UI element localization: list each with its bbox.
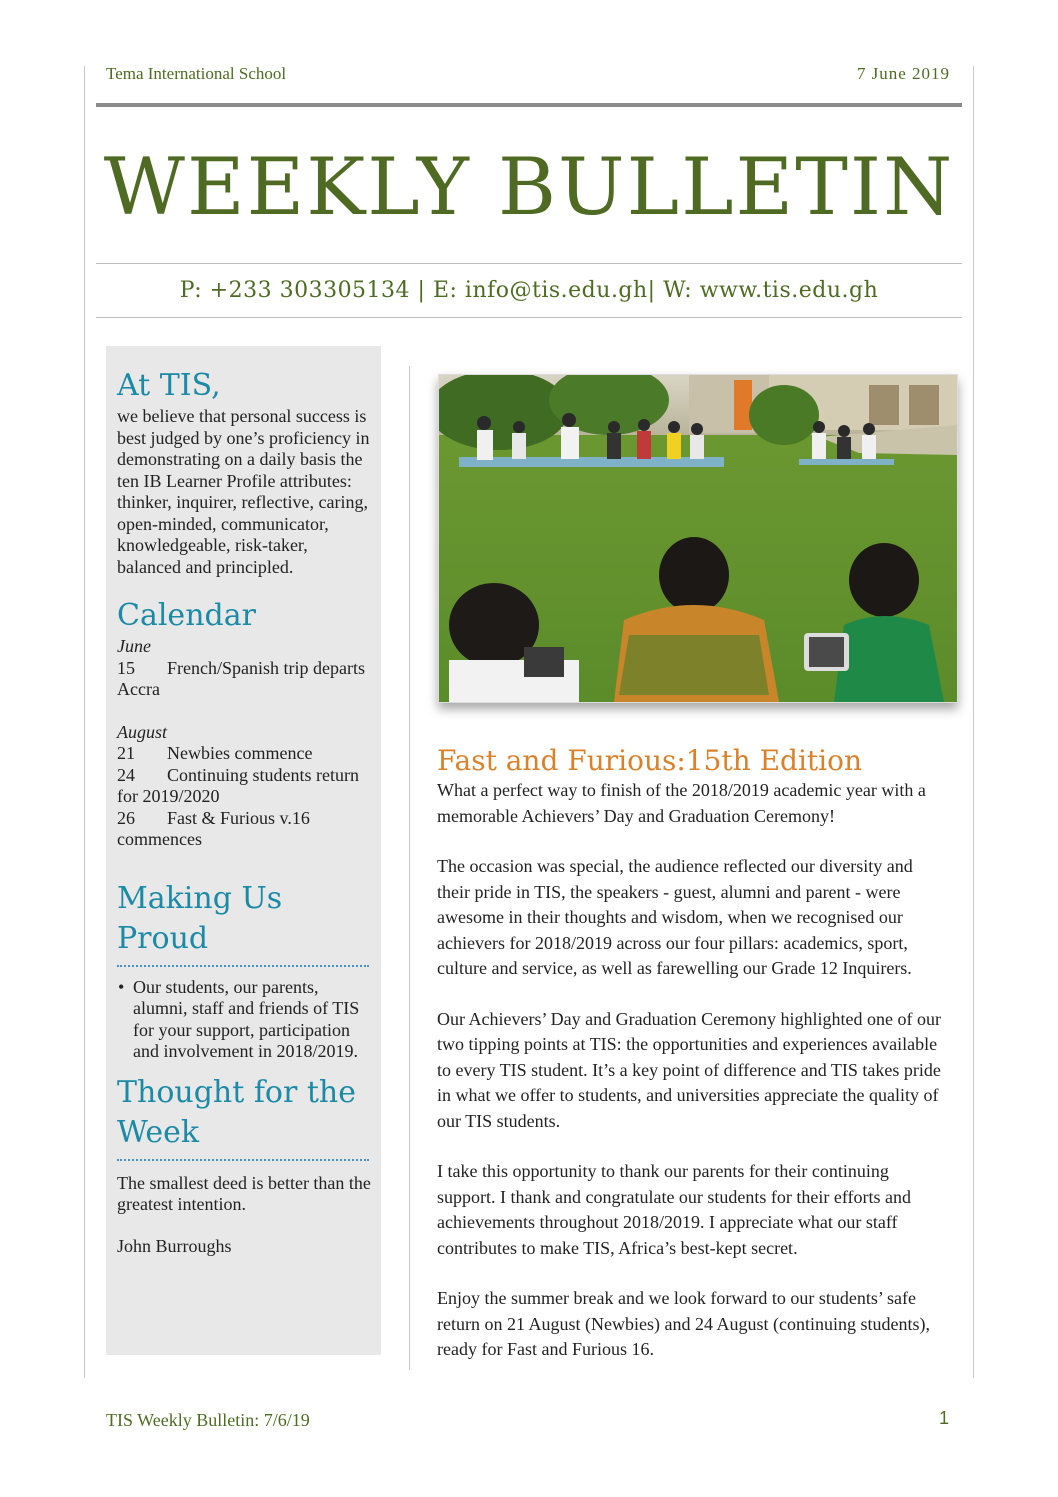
event-text: French/Spanish trip departs Accra: [117, 657, 365, 699]
article-paragraph: I take this opportunity to thank our parents for their continuing support. I thank and congratulate our students for their efforts and achievements throughout 2018/2019. I appreciate what our staff contributes to make TIS, Africa’s best-kept secret.: [437, 1161, 912, 1258]
proud-list: [117, 977, 373, 1063]
left-margin-rule: [84, 66, 85, 1378]
list-item: • Our students, our parents, alumni, staff and friends of TIS for your support, participation and involvement in 2018/2019.: [133, 977, 373, 1063]
thought-author: John Burroughs: [117, 1235, 232, 1256]
article-body: [437, 778, 942, 1388]
article-title: Fast and Furious:15th Edition: [437, 744, 863, 777]
article-paragraph: What a perfect way to finish of the 2018/2019 academic year with a memorable Achievers’ Day and Graduation Ceremony!: [437, 780, 926, 826]
thought-quote: The smallest deed is better than the greatest intention.: [117, 1172, 371, 1214]
issue-date: 7 June 2019: [856, 64, 950, 83]
header-divider: [96, 103, 962, 107]
event-text: Continuing students return for 2019/2020: [117, 764, 359, 806]
dotted-divider: [117, 965, 369, 967]
page-number: 1: [939, 1408, 950, 1428]
article-paragraph: The occasion was special, the audience reflected our diversity and their pride in TIS, the speakers - guest, alumni and parent - were awesome in their thoughts and wisdom, when we recognised our achievers for 2018/2019 across our four pillars: academics, sport, culture and service, as well as farewelling our Grade 12 Inquirers.: [437, 856, 913, 978]
masthead-divider-bottom: [96, 317, 962, 318]
event-day: 15: [117, 657, 135, 678]
at-tis-body: we believe that personal success is best judged by one’s proficiency in demonstrating on a daily basis the ten IB Learner Profile attributes: thinker, inquirer, reflective, caring, open-minded, communicator, knowledgeable, risk-taker, balanced and principled.: [117, 406, 370, 577]
article-paragraph: Enjoy the summer break and we look forward to our students’ safe return on 21 August (Newbies) and 24 August (continuing students), ready for Fast and Furious 16.: [437, 1288, 930, 1359]
calendar-event: [117, 743, 373, 765]
calendar-month-june: June: [117, 636, 151, 656]
event-day: 26: [117, 807, 135, 828]
calendar-event: [117, 808, 373, 851]
article-paragraph: Our Achievers’ Day and Graduation Ceremony highlighted one of our two tipping points at TIS: the opportunities and experiences available to every TIS student. It’s a key point of difference and TIS takes pride in what we offer to students, and universities appreciate the quality of our TIS students.: [437, 1008, 942, 1131]
event-text: Newbies commence: [167, 743, 313, 763]
footer-title: TIS Weekly Bulletin: 7/6/19: [106, 1410, 310, 1430]
contact-line: P: +233 303305134 | E: info@tis.edu.gh| W: www.tis.edu.gh: [179, 278, 879, 303]
masthead-title: WEEKLY BULLETIN: [103, 141, 955, 233]
calendar-event: [117, 765, 373, 808]
event-day: 24: [117, 764, 135, 785]
calendar-heading: Calendar: [117, 598, 256, 633]
school-name: Tema International School: [106, 64, 287, 83]
at-tis-heading: At TIS,: [117, 368, 221, 403]
masthead-divider-top: [96, 263, 962, 264]
thought-heading: Thought for the Week: [117, 1074, 357, 1150]
sidebar: [106, 346, 381, 1355]
calendar-event: [117, 658, 373, 701]
event-text: Fast & Furious v.16 commences: [117, 807, 310, 849]
event-day: 21: [117, 743, 135, 763]
calendar-month-august: August: [117, 721, 168, 742]
event-photo: [438, 374, 958, 703]
making-us-proud-heading: Making Us Proud: [117, 880, 283, 956]
right-margin-rule: [973, 66, 974, 1378]
column-divider: [409, 366, 410, 1370]
